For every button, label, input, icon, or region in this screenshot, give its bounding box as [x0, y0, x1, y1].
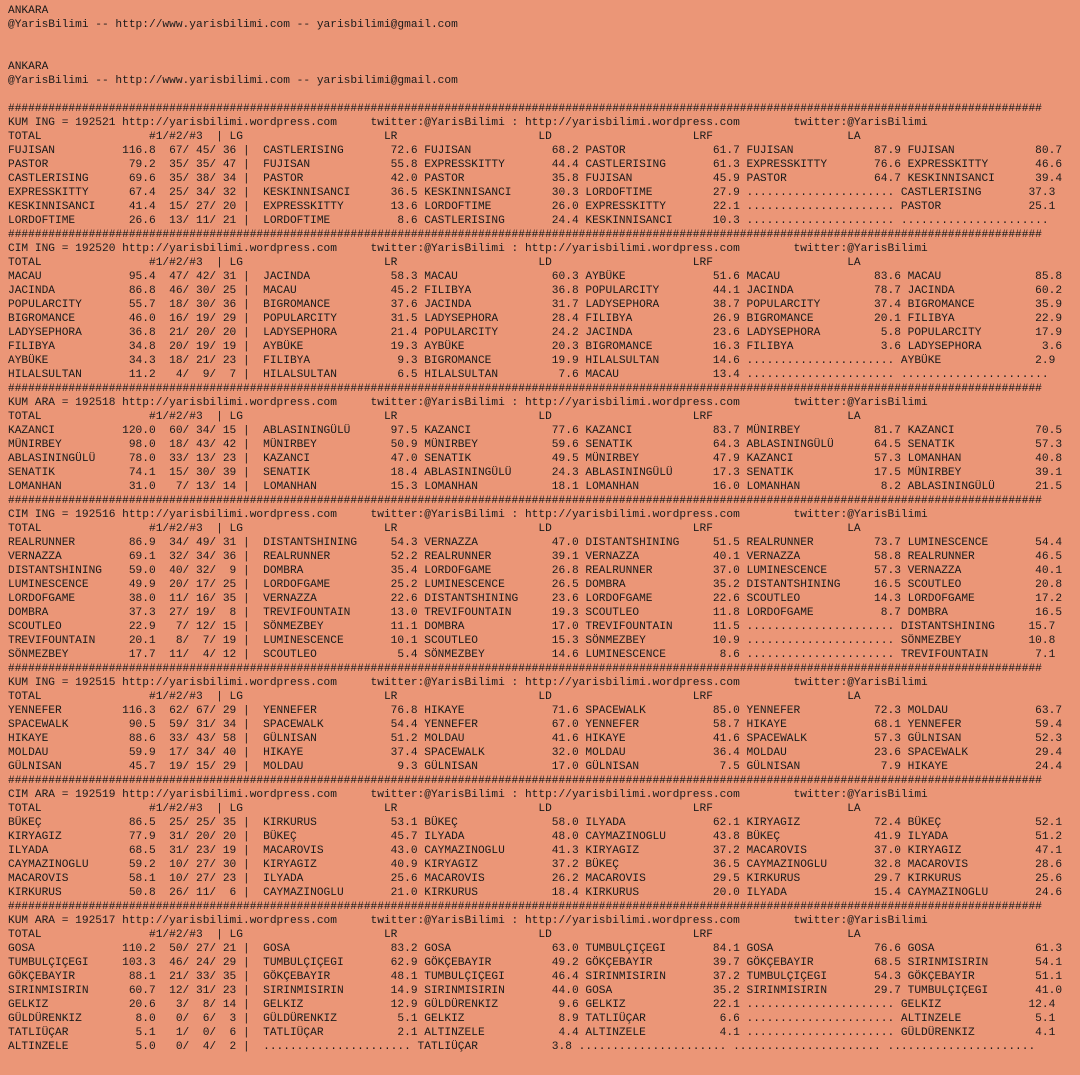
table-row: FILIBYA 34.8 20/ 19/ 19 | AYBÜKE 19.3 AYBÜKE 20.3 BIGROMANCE 16.3 FILIBYA 3.6 LADYSEPHORA 3.6 [8, 341, 1063, 353]
separator-line: ########################################################################################################################################################## [8, 229, 1042, 241]
table-row: REALRUNNER 86.9 34/ 49/ 31 | DISTANTSHINING 54.3 VERNAZZA 47.0 DISTANTSHINING 51.5 REALRUNNER 73.7 LUMINESCENCE 54.4 [8, 537, 1063, 549]
header-contact-repeat: @YarisBilimi -- http://www.yarisbilimi.com -- yarisbilimi@gmail.com [8, 75, 458, 87]
table-row: GÜLDÜRENKIZ 8.0 0/ 6/ 3 | GÜLDÜRENKIZ 5.1 GELKIZ 8.9 TATLIÜÇAR 6.6 ...................... ALTINZELE 5.1 [8, 1013, 1056, 1025]
table-row: GOSA 110.2 50/ 27/ 21 | GOSA 83.2 GOSA 63.0 TUMBULÇIÇEGI 84.1 GOSA 76.6 GOSA 61.3 [8, 943, 1063, 955]
race-block [8, 228, 1080, 382]
race-block [8, 900, 1080, 1054]
table-row: MOLDAU 59.9 17/ 34/ 40 | HIKAYE 37.4 SPACEWALK 32.0 MOLDAU 36.4 MOLDAU 23.6 SPACEWALK 29.4 [8, 747, 1063, 759]
table-row: ABLASININGÜLÜ 78.0 33/ 13/ 23 | KAZANCI 47.0 SENATIK 49.5 MÜNIRBEY 47.9 KAZANCI 57.3 LOMANHAN 40.8 [8, 453, 1063, 465]
table-row: LADYSEPHORA 36.8 21/ 20/ 20 | LADYSEPHORA 21.4 POPULARCITY 24.2 JACINDA 23.6 LADYSEPHORA 5.8 POPULARCITY 17.9 [8, 327, 1063, 339]
table-row: TATLIÜÇAR 5.1 1/ 0/ 6 | TATLIÜÇAR 2.1 ALTINZELE 4.4 ALTINZELE 4.1 ...................... GÜLDÜRENKIZ 4.1 [8, 1027, 1056, 1039]
table-row: BÜKEÇ 86.5 25/ 25/ 35 | KIRKURUS 53.1 BÜKEÇ 58.0 ILYADA 62.1 KIRYAGIZ 72.4 BÜKEÇ 52.1 [8, 817, 1063, 829]
table-row: PASTOR 79.2 35/ 35/ 47 | FUJISAN 55.8 EXPRESSKITTY 44.4 CASTLERISING 61.3 EXPRESSKITTY 76.6 EXPRESSKITTY 46.6 [8, 159, 1063, 171]
column-header: TOTAL #1/#2/#3 | LG LR LD LRF LA [8, 411, 861, 423]
race-title: KUM ARA = 192518 http://yarisbilimi.wordpress.com twitter:@YarisBilimi : http://yarisbilimi.wordpress.com twitter:@YarisBilimi [8, 397, 928, 409]
table-row: HILALSULTAN 11.2 4/ 9/ 7 | HILALSULTAN 6.5 HILALSULTAN 7.6 MACAU 13.4 ...................... ...................... [8, 369, 1049, 381]
column-header: TOTAL #1/#2/#3 | LG LR LD LRF LA [8, 929, 861, 941]
table-row: KESKINNISANCI 41.4 15/ 27/ 20 | EXPRESSKITTY 13.6 LORDOFTIME 26.0 EXPRESSKITTY 22.1 ...................... PASTOR 25.1 [8, 201, 1056, 213]
race-block [8, 774, 1080, 900]
race-title: KUM ING = 192521 http://yarisbilimi.wordpress.com twitter:@YarisBilimi : http://yarisbilimi.wordpress.com twitter:@YarisBilimi [8, 117, 928, 129]
column-header: TOTAL #1/#2/#3 | LG LR LD LRF LA [8, 257, 861, 269]
header-contact: @YarisBilimi -- http://www.yarisbilimi.com -- yarisbilimi@gmail.com [8, 19, 458, 31]
spacer [8, 32, 1080, 60]
race-block [8, 382, 1080, 494]
header-city-repeat: ANKARA [8, 61, 49, 73]
table-row: SENATIK 74.1 15/ 30/ 39 | SENATIK 18.4 ABLASININGÜLÜ 24.3 ABLASININGÜLÜ 17.3 SENATIK 17.5 MÜNIRBEY 39.1 [8, 467, 1063, 479]
table-row: LORDOFGAME 38.0 11/ 16/ 35 | VERNAZZA 22.6 DISTANTSHINING 23.6 LORDOFGAME 22.6 SCOUTLEO 14.3 LORDOFGAME 17.2 [8, 593, 1063, 605]
race-title: KUM ARA = 192517 http://yarisbilimi.wordpress.com twitter:@YarisBilimi : http://yarisbilimi.wordpress.com twitter:@YarisBilimi [8, 915, 928, 927]
table-row: BIGROMANCE 46.0 16/ 19/ 29 | POPULARCITY 31.5 LADYSEPHORA 28.4 FILIBYA 26.9 BIGROMANCE 20.1 FILIBYA 22.9 [8, 313, 1063, 325]
race-title: CIM ARA = 192519 http://yarisbilimi.wordpress.com twitter:@YarisBilimi : http://yarisbilimi.wordpress.com twitter:@YarisBilimi [8, 789, 928, 801]
table-row: SCOUTLEO 22.9 7/ 12/ 15 | SÖNMEZBEY 11.1 DOMBRA 17.0 TREVIFOUNTAIN 11.5 ...................... DISTANTSHINING 15.7 [8, 621, 1056, 633]
table-row: SPACEWALK 90.5 59/ 31/ 34 | SPACEWALK 54.4 YENNEFER 67.0 YENNEFER 58.7 HIKAYE 68.1 YENNEFER 59.4 [8, 719, 1063, 731]
header-city: ANKARA [8, 5, 49, 17]
separator-line: ########################################################################################################################################################## [8, 775, 1042, 787]
table-row: GÖKÇEBAYIR 88.1 21/ 33/ 35 | GÖKÇEBAYIR 48.1 TUMBULÇIÇEGI 46.4 SIRINMISIRIN 37.2 TUMBULÇIÇEGI 54.3 GÖKÇEBAYIR 51.1 [8, 971, 1063, 983]
table-row: TREVIFOUNTAIN 20.1 8/ 7/ 19 | LUMINESCENCE 10.1 SCOUTLEO 15.3 SÖNMEZBEY 10.9 ...................... SÖNMEZBEY 10.8 [8, 635, 1056, 647]
table-row: LOMANHAN 31.0 7/ 13/ 14 | LOMANHAN 15.3 LOMANHAN 18.1 LOMANHAN 16.0 LOMANHAN 8.2 ABLASININGÜLÜ 21.5 [8, 481, 1063, 493]
race-block [8, 662, 1080, 774]
table-row: MACAU 95.4 47/ 42/ 31 | JACINDA 58.3 MACAU 60.3 AYBÜKE 51.6 MACAU 83.6 MACAU 85.8 [8, 271, 1063, 283]
table-row: JACINDA 86.8 46/ 30/ 25 | MACAU 45.2 FILIBYA 36.8 POPULARCITY 44.1 JACINDA 78.7 JACINDA 60.2 [8, 285, 1063, 297]
race-block [8, 494, 1080, 662]
table-row: MACAROVIS 58.1 10/ 27/ 23 | ILYADA 25.6 MACAROVIS 26.2 MACAROVIS 29.5 KIRKURUS 29.7 KIRKURUS 25.6 [8, 873, 1063, 885]
table-row: LORDOFTIME 26.6 13/ 11/ 21 | LORDOFTIME 8.6 CASTLERISING 24.4 KESKINNISANCI 10.3 ...................... ...................... [8, 215, 1049, 227]
separator-line: ########################################################################################################################################################## [8, 383, 1042, 395]
race-title: CIM ING = 192516 http://yarisbilimi.wordpress.com twitter:@YarisBilimi : http://yarisbilimi.wordpress.com twitter:@YarisBilimi [8, 509, 928, 521]
table-row: YENNEFER 116.3 62/ 67/ 29 | YENNEFER 76.8 HIKAYE 71.6 SPACEWALK 85.0 YENNEFER 72.3 MOLDAU 63.7 [8, 705, 1063, 717]
table-row: VERNAZZA 69.1 32/ 34/ 36 | REALRUNNER 52.2 REALRUNNER 39.1 VERNAZZA 40.1 VERNAZZA 58.8 REALRUNNER 46.5 [8, 551, 1063, 563]
column-header: TOTAL #1/#2/#3 | LG LR LD LRF LA [8, 131, 861, 143]
table-row: GELKIZ 20.6 3/ 8/ 14 | GELKIZ 12.9 GÜLDÜRENKIZ 9.6 GELKIZ 22.1 ...................... GELKIZ 12.4 [8, 999, 1056, 1011]
table-row: GÜLNISAN 45.7 19/ 15/ 29 | MOLDAU 9.3 GÜLNISAN 17.0 GÜLNISAN 7.5 GÜLNISAN 7.9 HIKAYE 24.4 [8, 761, 1063, 773]
table-row: AYBÜKE 34.3 18/ 21/ 23 | FILIBYA 9.3 BIGROMANCE 19.9 HILALSULTAN 14.6 ...................... AYBÜKE 2.9 [8, 355, 1056, 367]
table-row: MÜNIRBEY 98.0 18/ 43/ 42 | MÜNIRBEY 50.9 MÜNIRBEY 59.6 SENATIK 64.3 ABLASININGÜLÜ 64.5 SENATIK 57.3 [8, 439, 1063, 451]
race-title: CIM ING = 192520 http://yarisbilimi.wordpress.com twitter:@YarisBilimi : http://yarisbilimi.wordpress.com twitter:@YarisBilimi [8, 243, 928, 255]
race-list [8, 102, 1080, 1054]
table-row: POPULARCITY 55.7 18/ 30/ 36 | BIGROMANCE 37.6 JACINDA 31.7 LADYSEPHORA 38.7 POPULARCITY 37.4 BIGROMANCE 35.9 [8, 299, 1063, 311]
separator-line: ########################################################################################################################################################## [8, 103, 1042, 115]
table-row: EXPRESSKITTY 67.4 25/ 34/ 32 | KESKINNISANCI 36.5 KESKINNISANCI 30.3 LORDOFTIME 27.9 ...................... CASTLERISING 37.3 [8, 187, 1056, 199]
table-row: ILYADA 68.5 31/ 23/ 19 | MACAROVIS 43.0 CAYMAZINOGLU 41.3 KIRYAGIZ 37.2 MACAROVIS 37.0 KIRYAGIZ 47.1 [8, 845, 1063, 857]
separator-line: ########################################################################################################################################################## [8, 901, 1042, 913]
table-row: ALTINZELE 5.0 0/ 4/ 2 | ...................... TATLIÜÇAR 3.8 ...................... ...................... ...................... [8, 1041, 1036, 1053]
table-row: DOMBRA 37.3 27/ 19/ 8 | TREVIFOUNTAIN 13.0 TREVIFOUNTAIN 19.3 SCOUTLEO 11.8 LORDOFGAME 8.7 DOMBRA 16.5 [8, 607, 1063, 619]
separator-line: ########################################################################################################################################################## [8, 663, 1042, 675]
table-row: KIRYAGIZ 77.9 31/ 20/ 20 | BÜKEÇ 45.7 ILYADA 48.0 CAYMAZINOGLU 43.8 BÜKEÇ 41.9 ILYADA 51.2 [8, 831, 1063, 843]
table-row: CASTLERISING 69.6 35/ 38/ 34 | PASTOR 42.0 PASTOR 35.8 FUJISAN 45.9 PASTOR 64.7 KESKINNISANCI 39.4 [8, 173, 1063, 185]
table-row: FUJISAN 116.8 67/ 45/ 36 | CASTLERISING 72.6 FUJISAN 68.2 PASTOR 61.7 FUJISAN 87.9 FUJISAN 80.7 [8, 145, 1063, 157]
column-header: TOTAL #1/#2/#3 | LG LR LD LRF LA [8, 691, 861, 703]
table-row: HIKAYE 88.6 33/ 43/ 58 | GÜLNISAN 51.2 MOLDAU 41.6 HIKAYE 41.6 SPACEWALK 57.3 GÜLNISAN 52.3 [8, 733, 1063, 745]
table-row: KIRKURUS 50.8 26/ 11/ 6 | CAYMAZINOGLU 21.0 KIRKURUS 18.4 KIRKURUS 20.0 ILYADA 15.4 CAYMAZINOGLU 24.6 [8, 887, 1063, 899]
table-row: SÖNMEZBEY 17.7 11/ 4/ 12 | SCOUTLEO 5.4 SÖNMEZBEY 14.6 LUMINESCENCE 8.6 ...................... TREVIFOUNTAIN 7.1 [8, 649, 1056, 661]
column-header: TOTAL #1/#2/#3 | LG LR LD LRF LA [8, 523, 861, 535]
race-title: KUM ING = 192515 http://yarisbilimi.wordpress.com twitter:@YarisBilimi : http://yarisbilimi.wordpress.com twitter:@YarisBilimi [8, 677, 928, 689]
table-row: TUMBULÇIÇEGI 103.3 46/ 24/ 29 | TUMBULÇIÇEGI 62.9 GÖKÇEBAYIR 49.2 GÖKÇEBAYIR 39.7 GÖKÇEBAYIR 68.5 SIRINMISIRIN 54.1 [8, 957, 1063, 969]
table-row: KAZANCI 120.0 60/ 34/ 15 | ABLASININGÜLÜ 97.5 KAZANCI 77.6 KAZANCI 83.7 MÜNIRBEY 81.7 KAZANCI 70.5 [8, 425, 1063, 437]
table-row: SIRINMISIRIN 60.7 12/ 31/ 23 | SIRINMISIRIN 14.9 SIRINMISIRIN 44.0 GOSA 35.2 SIRINMISIRIN 29.7 TUMBULÇIÇEGI 41.0 [8, 985, 1063, 997]
table-row: DISTANTSHINING 59.0 40/ 32/ 9 | DOMBRA 35.4 LORDOFGAME 26.8 REALRUNNER 37.0 LUMINESCENCE 57.3 VERNAZZA 40.1 [8, 565, 1063, 577]
separator-line: ########################################################################################################################################################## [8, 495, 1042, 507]
table-row: LUMINESCENCE 49.9 20/ 17/ 25 | LORDOFGAME 25.2 LUMINESCENCE 26.5 DOMBRA 35.2 DISTANTSHINING 16.5 SCOUTLEO 20.8 [8, 579, 1063, 591]
table-row: CAYMAZINOGLU 59.2 10/ 27/ 30 | KIRYAGIZ 40.9 KIRYAGIZ 37.2 BÜKEÇ 36.5 CAYMAZINOGLU 32.8 MACAROVIS 28.6 [8, 859, 1063, 871]
blank-line [8, 88, 1080, 102]
column-header: TOTAL #1/#2/#3 | LG LR LD LRF LA [8, 803, 861, 815]
race-block [8, 102, 1080, 228]
